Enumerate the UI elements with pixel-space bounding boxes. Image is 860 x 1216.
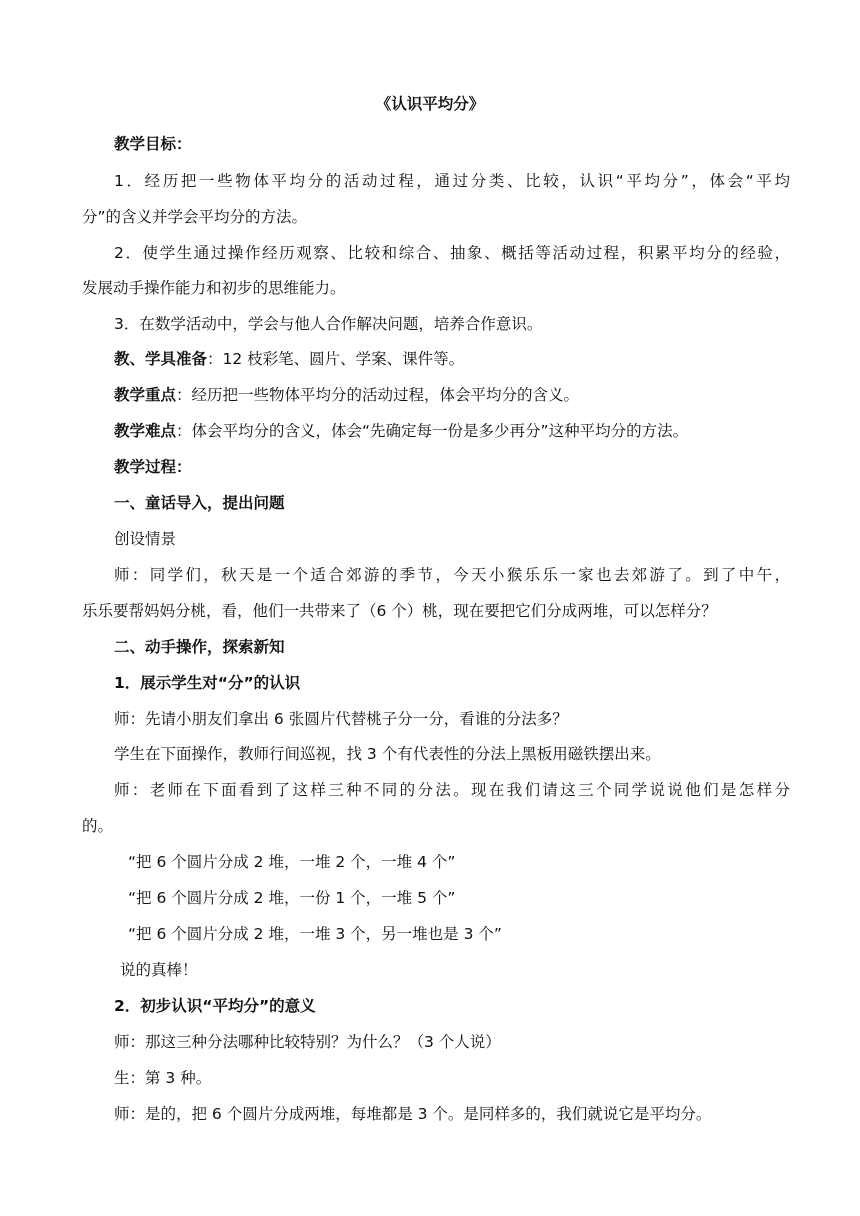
goal-3: 3．在数学活动中，学会与他人合作解决问题，培养合作意识。	[114, 315, 543, 333]
section-2-heading: 二、动手操作，探索新知	[114, 638, 285, 656]
section-2-1-paragraph-2: 学生在下面操作，教师行间巡视，找 3 个有代表性的分法上黑板用磁铁摆出来。	[114, 745, 661, 763]
goal-2-line-1: 2．使学生通过操作经历观察、比较和综合、抽象、概括等活动过程，积累平均分的经验，	[114, 244, 790, 262]
difficulty-text: ：体会平均分的含义，体会“先确定每一份是多少再分”这种平均分的方法。	[176, 422, 689, 440]
preparation-text: ：12 枝彩笔、圆片、学案、课件等。	[207, 350, 465, 368]
quote-2: “把 6 个圆片分成 2 堆，一份 1 个，一堆 5 个”	[128, 889, 456, 907]
section-2-2-paragraph-3: 师：是的，把 6 个圆片分成两堆，每堆都是 3 个。是同样多的，我们就说它是平均分。	[114, 1105, 712, 1123]
key-point-text: ：经历把一些物体平均分的活动过程，体会平均分的含义。	[176, 386, 580, 404]
goal-2-line-2: 发展动手操作能力和初步的思维能力。	[82, 279, 346, 297]
goal-1-line-2: 分”的含义并学会平均分的方法。	[82, 208, 308, 226]
section-1-paragraph-line-1: 师：同学们，秋天是一个适合郊游的季节，今天小猴乐乐一家也去郊游了。到了中午，	[114, 566, 790, 584]
goals-heading: 教学目标：	[114, 135, 192, 153]
key-point-label: 教学重点	[114, 386, 177, 404]
difficulty-label: 教学难点	[114, 422, 177, 440]
preparation-line	[82, 347, 790, 371]
difficulty-line	[82, 419, 790, 443]
quote-1: “把 6 个圆片分成 2 堆，一堆 2 个，一堆 4 个”	[128, 853, 456, 871]
section-1-paragraph-line-2: 乐乐要帮妈妈分桃，看，他们一共带来了（6 个）桃，现在要把它们分成两堆，可以怎样分？	[82, 602, 717, 620]
section-2-1-paragraph-3-line-2: 的。	[82, 817, 114, 835]
section-2-1-paragraph-3-line-1: 师：老师在下面看到了这样三种不同的分法。现在我们请这三个同学说说他们是怎样分	[114, 781, 790, 799]
section-1-subheading: 创设情景	[114, 530, 177, 548]
preparation-label: 教、学具准备	[114, 350, 208, 368]
document-title: 《认识平均分》	[375, 95, 485, 113]
quote-3: “把 6 个圆片分成 2 堆，一堆 3 个，另一堆也是 3 个”	[128, 925, 502, 943]
key-point-line	[82, 383, 790, 407]
section-2-2-paragraph-1: 师：那这三种分法哪种比较特别？为什么？（3 个人说）	[114, 1033, 501, 1051]
section-2-1-paragraph-1: 师：先请小朋友们拿出 6 张圆片代替桃子分一分，看谁的分法多？	[114, 710, 568, 728]
process-heading: 教学过程：	[114, 458, 192, 476]
section-1-heading: 一、童话导入，提出问题	[114, 494, 285, 512]
goal-1-line-1: 1．经历把一些物体平均分的活动过程，通过分类、比较，认识“平均分”，体会“平均	[114, 172, 790, 190]
praise-line: 说的真棒！	[120, 961, 198, 979]
section-2-2-heading: 2．初步认识“平均分”的意义	[114, 997, 316, 1015]
section-2-2-paragraph-2: 生：第 3 种。	[114, 1069, 212, 1087]
section-2-1-heading: 1．展示学生对“分”的认识	[114, 674, 301, 692]
